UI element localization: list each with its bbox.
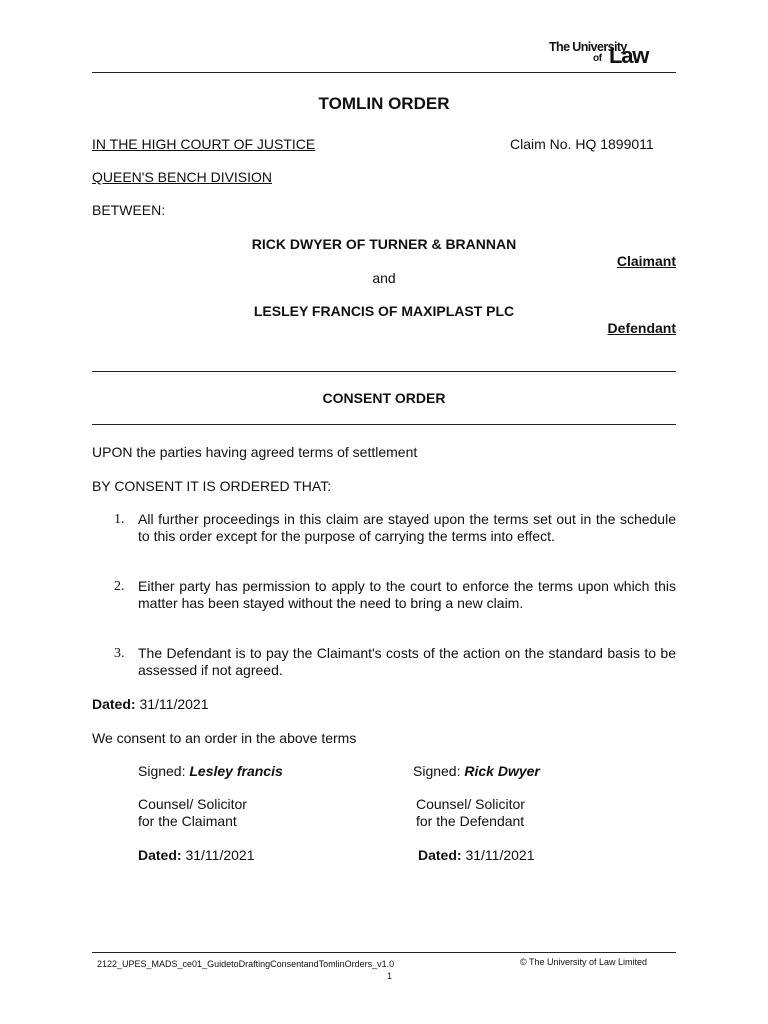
signature-date <box>418 847 534 863</box>
signatory-role-line1: Counsel/ Solicitor <box>138 796 247 812</box>
division-name: QUEEN'S BENCH DIVISION <box>92 169 273 185</box>
defendant-role: Defendant <box>607 320 676 336</box>
logo-of: of <box>593 53 602 64</box>
paragraph-text: The Defendant is to pay the Claimant's costs of the action on the standard basis to be assessed if not agreed. <box>138 645 676 678</box>
dated-label: Dated: <box>418 847 462 863</box>
footer-copyright: © The University of Law Limited <box>520 957 648 967</box>
document-title: TOMLIN ORDER <box>318 94 450 113</box>
order-top-rule <box>92 371 676 372</box>
consent-statement: We consent to an order in the above terms <box>92 730 357 746</box>
paragraph-text: All further proceedings in this claim are stayed upon the terms set out in the schedule to this order except for the purpose of carrying the terms into effect. <box>138 511 676 544</box>
signature-name: Rick Dwyer <box>464 763 540 779</box>
claimant-name: RICK DWYER OF TURNER & BRANNAN <box>251 236 517 252</box>
footer-rule <box>92 952 676 953</box>
signed-label: Signed: <box>138 763 186 779</box>
signatory-role-line2: for the Defendant <box>416 813 525 829</box>
signatory-role-line1: Counsel/ Solicitor <box>416 796 525 812</box>
upon-recital: UPON the parties having agreed terms of settlement <box>92 444 418 460</box>
order-heading: CONSENT ORDER <box>322 390 446 406</box>
signatory-role-line2: for the Claimant <box>138 813 237 829</box>
court-name: IN THE HIGH COURT OF JUSTICE <box>92 136 316 152</box>
paragraph-number: 1. <box>114 512 125 527</box>
order-date <box>92 696 208 712</box>
paragraph-number: 3. <box>114 646 125 661</box>
dated-label: Dated: <box>138 847 182 863</box>
dated-value: 31/11/2021 <box>185 847 255 863</box>
by-consent-line: BY CONSENT IT IS ORDERED THAT: <box>92 478 332 494</box>
dated-label: Dated: <box>92 696 136 712</box>
header-rule <box>92 72 676 73</box>
university-logo <box>549 40 679 66</box>
signature-name: Lesley francis <box>189 763 283 779</box>
defendant-signature <box>413 763 540 779</box>
and-label: and <box>372 270 396 286</box>
logo-law: Law <box>609 43 649 68</box>
logo-line1: The University <box>549 40 627 54</box>
footer-page-number: 1 <box>387 971 393 981</box>
dated-value: 31/11/2021 <box>465 847 535 863</box>
footer-doc-reference: 2122_UPES_MADS_ce01_GuidetoDraftingConsentandTomlinOrders_v1.0 <box>97 959 395 969</box>
order-bottom-rule <box>92 424 676 425</box>
claimant-signature <box>138 763 283 779</box>
paragraph-text: Either party has permission to apply to the court to enforce the terms upon which this matter has been stayed without the need to bring a new claim. <box>138 578 676 611</box>
signed-label: Signed: <box>413 763 461 779</box>
defendant-name: LESLEY FRANCIS OF MAXIPLAST PLC <box>253 303 515 319</box>
between-label: BETWEEN: <box>92 202 166 218</box>
claim-number: Claim No. HQ 1899011 <box>510 136 654 152</box>
signature-date <box>138 847 254 863</box>
dated-value: 31/11/2021 <box>139 696 209 712</box>
paragraph-number: 2. <box>114 579 125 594</box>
claimant-role: Claimant <box>616 253 676 269</box>
